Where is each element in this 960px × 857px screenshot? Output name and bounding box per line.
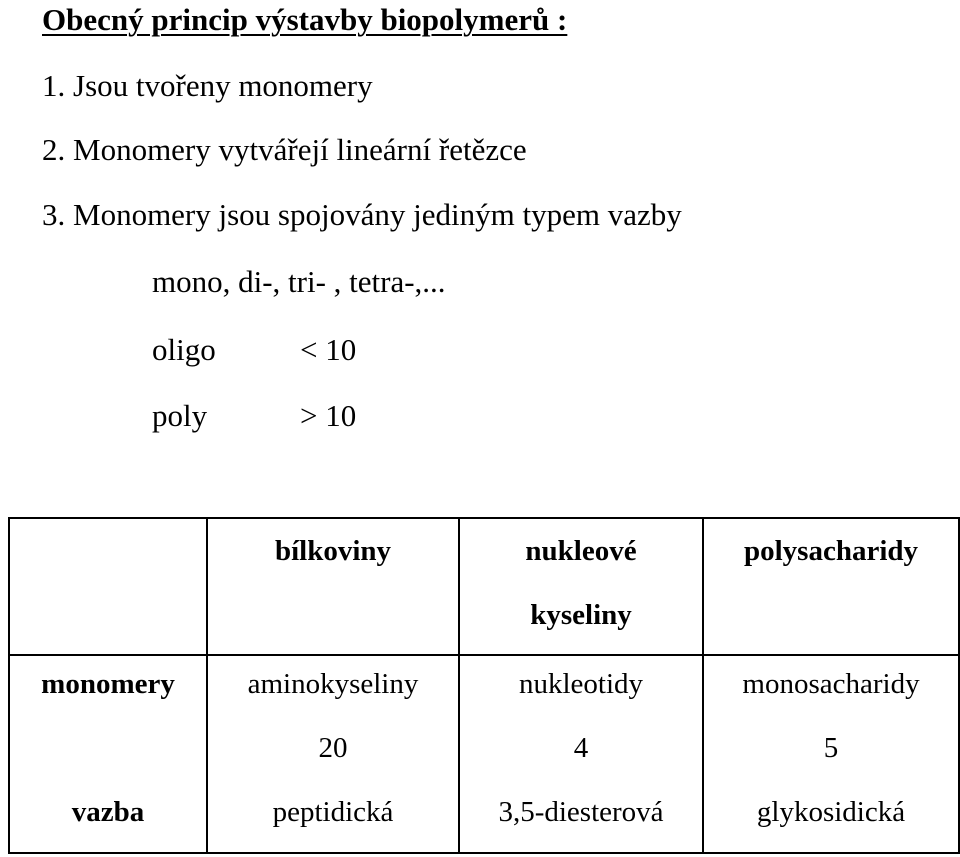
row-label-cell [9, 655, 207, 853]
header-empty-cell [9, 518, 207, 655]
prefix-oligo-term: oligo [152, 332, 216, 367]
proteins-bond: peptidická [272, 796, 394, 828]
prefix-poly-term: poly [152, 398, 208, 433]
header-proteins [207, 518, 459, 655]
page-heading: Obecný princip výstavby biopolymerů : [42, 2, 568, 37]
prefix-list: mono, di-, tri- , tetra-,... [152, 264, 446, 299]
proteins-cell [207, 655, 459, 853]
saccharides-count: 5 [823, 732, 839, 764]
saccharides-bond: glykosidická [756, 796, 906, 828]
nucleic-monomer: nukleotidy [518, 668, 644, 700]
header-nucleic-line-2: kyseliny [530, 599, 632, 631]
proteins-monomer: aminokyseliny [247, 668, 419, 700]
point-1: 1. Jsou tvořeny monomery [42, 68, 373, 103]
saccharides-monomer: monosacharidy [742, 668, 920, 700]
point-3: 3. Monomery jsou spojovány jediným typem vazby [42, 197, 682, 232]
nucleic-count: 4 [573, 732, 589, 764]
prefix-poly-rule: > 10 [300, 398, 357, 433]
row-label-spacer [10, 720, 206, 784]
saccharides-cell [703, 655, 959, 853]
header-nucleic-line-1: nukleové [525, 535, 637, 567]
row-label-vazba: vazba [71, 796, 145, 828]
biopolymer-table [8, 517, 960, 854]
nucleic-cell [459, 655, 703, 853]
nucleic-bond: 3,5-diesterová [498, 796, 664, 828]
point-2: 2. Monomery vytvářejí lineární řetězce [42, 132, 527, 167]
header-nucleic-acids [459, 518, 703, 655]
header-proteins-label: bílkoviny [274, 535, 392, 567]
header-polysaccharides [703, 518, 959, 655]
prefix-oligo-rule: < 10 [300, 332, 357, 367]
table-header-row [9, 518, 959, 655]
header-polysaccharides-label: polysacharidy [743, 535, 919, 567]
row-label-monomery: monomery [41, 668, 175, 700]
proteins-count: 20 [318, 732, 348, 764]
table-row [9, 655, 959, 853]
